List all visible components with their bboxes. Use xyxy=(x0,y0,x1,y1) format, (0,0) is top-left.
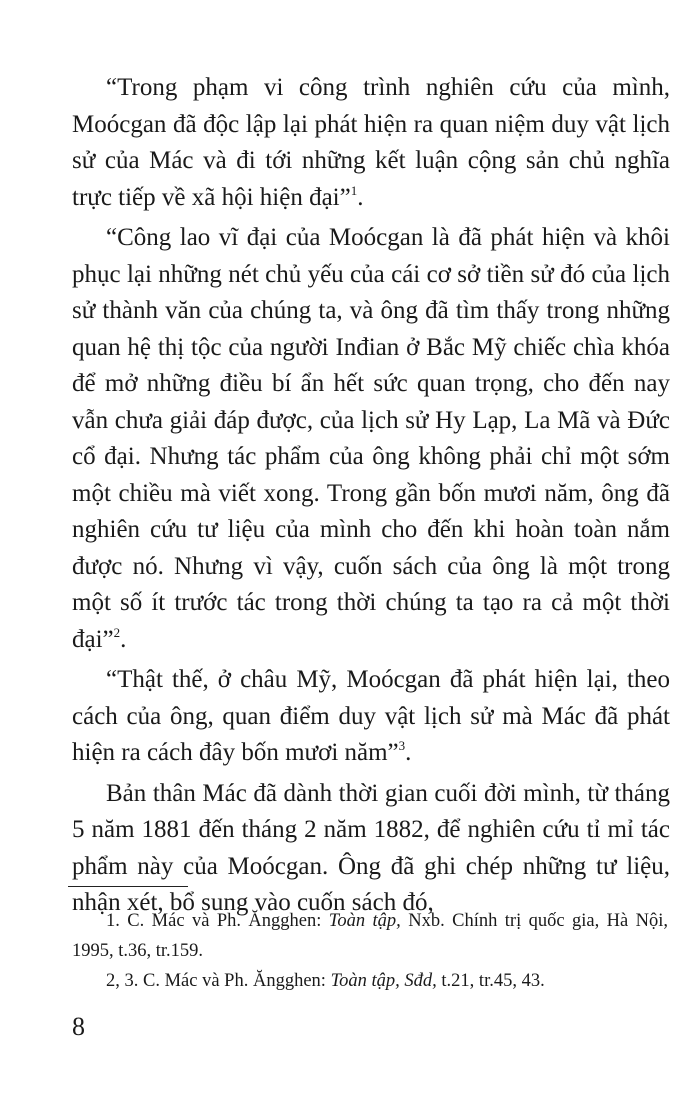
footnote-ref-2: 2 xyxy=(113,624,121,640)
footnote-1: 1. C. Mác và Ph. Ăngghen: Toàn tập, Nxb. Chính trị quốc gia, Hà Nội, 1995, t.36, tr.159. xyxy=(72,911,668,961)
footnote-ref-1: 1 xyxy=(350,182,358,198)
paragraph-1: “Trong phạm vi công trình nghiên cứu của mình, Moócgan đã độc lập lại phát hiện ra quan niệm duy vật lịch sử của Mác và đi tới những kết luận cộng sản chủ nghĩa trực tiếp về xã hội hiện đại”$^1$. xyxy=(72,74,670,211)
paragraph-2: “Công lao vĩ đại của Moócgan là đã phát hiện và khôi phục lại những nét chủ yếu của cái cơ sở tiền sử đó của lịch sử thành văn của chúng ta, và ông đã tìm thấy trong những quan hệ thị tộc của người Inđian ở Bắc Mỹ chiếc chìa khóa để mở những điều bí ẩn hết sức quan trọng, cho đến nay vẫn chưa giải đáp được, của lịch sử Hy Lạp, La Mã và Đức cổ đại. Nhưng tác phẩm của ông không phải chỉ một sớm một chiều mà viết xong. Trong gần bốn mươi năm, ông đã nghiên cứu tư liệu của mình cho đến khi hoàn toàn nắm được nó. Nhưng vì vậy, cuốn sách của ông là một trong một số ít trước tác trong thời chúng ta tạo ra cả một thời đại”$^2$. xyxy=(72,224,670,653)
footnote-ref-3: 3 xyxy=(398,738,406,753)
main-text xyxy=(72,70,670,926)
footnote-2: 2, 3. C. Mác và Ph. Ăngghen: Toàn tập, Sđd, t.21, tr.45, 43. xyxy=(106,971,545,991)
page-number: 8 xyxy=(72,1012,85,1041)
footnotes xyxy=(72,906,668,996)
paragraph-4: Bản thân Mác đã dành thời gian cuối đời mình, từ tháng 5 năm 1881 đến tháng 2 năm 1882, để nghiên cứu tỉ mỉ tác phẩm này của Moócgan. Ông đã ghi chép những tư liệu, nhận xét, bổ sung vào cuốn sách đó, xyxy=(72,779,670,916)
paragraph-3: “Thật thế, ở châu Mỹ, Moócgan đã phát hiện lại, theo cách của ông, quan điểm duy vật lịch sử mà Mác đã phát hiện ra cách đây bốn mươi năm”$^3$. xyxy=(72,666,670,766)
footnote-divider xyxy=(68,886,188,887)
